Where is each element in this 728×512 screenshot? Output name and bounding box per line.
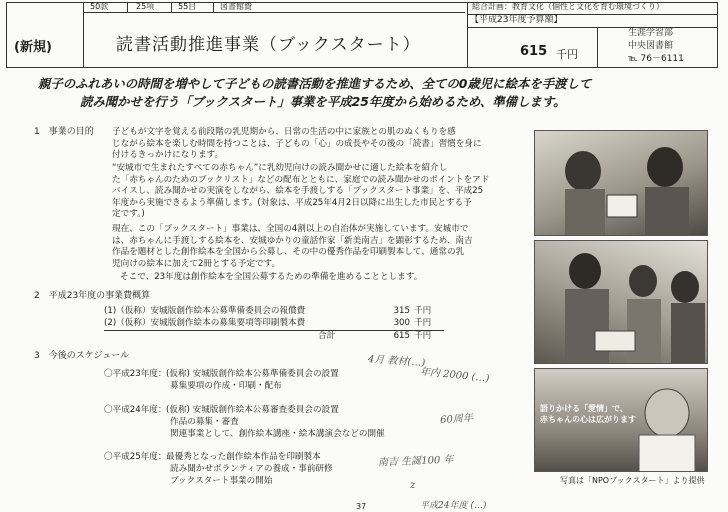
cost-row1-unit: 千円 <box>414 306 432 316</box>
page-title: 読書活動推進事業（ブックスタート） <box>116 35 421 55</box>
handwritten-note-4: 南吉 生誕100 年 <box>377 454 454 469</box>
section2-heading: 2 平成23年度の事業費概算 <box>34 291 151 301</box>
code-cell-2: 25項 <box>136 2 155 11</box>
cost-total-amount: 615 <box>393 331 410 341</box>
dept-line2: 中央図書館 <box>628 41 674 51</box>
photo-group-families <box>534 240 708 364</box>
schedule-year-2013: 〇平成25年度： <box>104 452 167 462</box>
page-number: 37 <box>356 502 367 511</box>
cost-row1-label: (1)（仮称）安城版創作絵本公募準備委員会の報償費 <box>104 306 306 316</box>
handwritten-note-6: z <box>410 480 416 491</box>
schedule-2012-line3: 関連事業として、創作絵本講座・絵本講演会などの開催 <box>170 429 385 439</box>
photo-overlay-line1: 語りかける「愛情」で、 <box>540 404 628 413</box>
dept-line1: 生涯学習部 <box>628 28 674 38</box>
cost-total-label: 合計 <box>318 331 336 341</box>
handwritten-note-1: 4月 教材(…) <box>367 354 426 369</box>
cost-row1-amount: 315 <box>393 306 410 316</box>
code-cell-3: 55目 <box>178 2 197 11</box>
schedule-2013-line2: 読み聞かせボランティアの養成・事前研修 <box>170 464 333 474</box>
photo-overlay-line2: 赤ちゃんの心は広がります <box>540 415 636 424</box>
section1-paragraph1: 子どもが文字を覚える前段階の乳児期から、日常の生活の中に家族との肌のぬくもりを感 じながら絵本を楽しむ時間を持つことは、子どもの「心」の成長やその後の「読書」習慣を身に 付けるきっかけになります。 <box>112 127 482 161</box>
budget-amount: 615 <box>520 44 548 59</box>
code-cell-4: 図書館費 <box>220 2 252 11</box>
schedule-2013-line1: 最優秀となった創作絵本作品を印刷製本 <box>166 452 321 462</box>
section3-heading: 3 今後のスケジュール <box>34 351 130 361</box>
lead-line1: 親子のふれあいの時間を増やして子どもの読書活動を推進するため、全ての0歳児に絵本を手渡して <box>38 76 592 91</box>
cost-row2-label: (2)（仮称）安城版創作絵本の募集要項等印刷製本費 <box>104 318 306 328</box>
handwritten-note-2: 年内 2000 (…) <box>419 366 490 385</box>
handwritten-note-5: 平成24年度 (…) <box>420 501 487 511</box>
budget-label: 【平成23年度予算額】 <box>470 15 563 25</box>
schedule-2011-line1: (仮称) 安城版創作絵本公募準備委員会の設置 <box>166 369 339 379</box>
section1-heading: 1 事業の目的 <box>34 127 94 137</box>
budget-unit: 千円 <box>556 48 578 61</box>
photo-figures-1 <box>535 131 708 236</box>
schedule-2012-line1: (仮称) 安城版創作絵本公募審査委員会の設置 <box>166 405 339 415</box>
photo-figures-2 <box>535 241 708 364</box>
photo-mother-reading <box>534 130 708 236</box>
new-tag: (新規) <box>14 40 52 55</box>
schedule-year-2011: 〇平成23年度： <box>104 369 167 379</box>
cost-row2-unit: 千円 <box>414 318 432 328</box>
photo-caption: 写真は「NPOブックスタート」より提供 <box>560 476 705 485</box>
schedule-2013-line3: ブックスタート事業の開始 <box>170 476 273 486</box>
handwritten-note-3: 60周年 <box>439 412 474 427</box>
code-cell-1: 50款 <box>90 2 109 11</box>
cost-row2-amount: 300 <box>393 318 410 328</box>
section1-paragraph3: 現在、この「ブックスタート」事業は、全国の4割以上の自治体が実施しています。安城市で は、赤ちゃんに手渡しする絵本を、安城ゆかりの童話作家「新美南吉」を顕彰するため、南吉 作品を題材とした創作絵本を全国から公募し、その中の優秀作品を印刷製本して、通常の乳 児向けの絵本に加えて2冊とする予定です。 <box>112 224 473 269</box>
lead-line2: 読み聞かせを行う「ブックスタート」事業を平成25年度から始めるため、準備します。 <box>80 94 566 109</box>
schedule-2011-line2: 募集要項の作成・印刷・配布 <box>170 381 282 391</box>
schedule-2012-line2: 作品の募集・審査 <box>170 417 239 427</box>
plan-label: 総合計画：教育文化（個性と文化を育む環境づくり） <box>472 2 664 11</box>
cost-total-unit: 千円 <box>414 331 432 341</box>
section1-paragraph4: そこで、23年度は創作絵本を全国公募するための準備を進めることとします。 <box>120 272 423 282</box>
section1-paragraph2: “安城市で生まれたすべての赤ちゃん”に乳幼児向けの読み聞かせに適した絵本を紹介し た「赤ちゃんのためのブックリスト」などの配布とともに、家庭での読み聞かせのポイントをアド バイスし、読み聞かせの実演をしながら、絵本を手渡しする「ブックスタート事業」を、平成25 年度から実施できるよう準備します。(対象は、平成25年4月2日以降に出生した市民とする予 定です。) <box>112 163 490 220</box>
dept-tel: ℡ 76－6111 <box>628 54 684 64</box>
schedule-year-2012: 〇平成24年度： <box>104 405 167 415</box>
